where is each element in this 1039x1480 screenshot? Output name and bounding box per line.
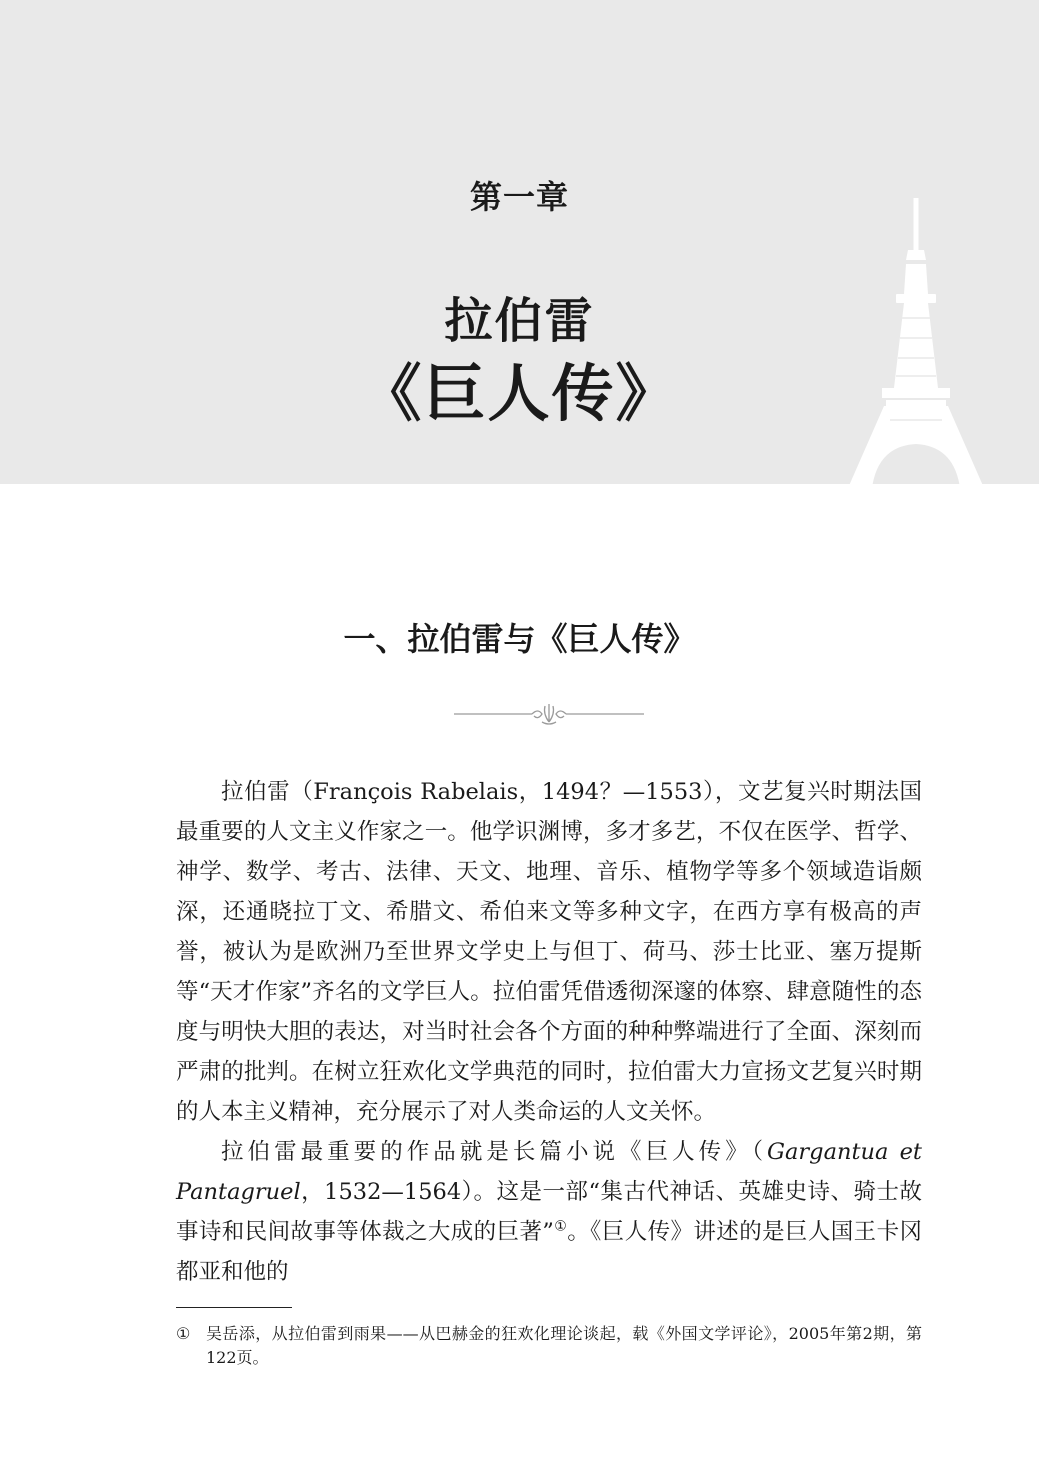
work-original-title: Gargantua et Pantagruel <box>176 1139 922 1205</box>
chapter-title-work: 《巨人传》 <box>359 357 680 430</box>
paragraph-2-text-a: 拉伯雷最重要的作品就是长篇小说《巨人传》（ <box>221 1139 768 1165</box>
fleuron-ornament-icon <box>452 700 646 728</box>
section-heading: 一、拉伯雷与《巨人传》 <box>343 620 696 658</box>
footnote-marker: ① <box>176 1324 191 1343</box>
footnote-divider <box>176 1307 292 1308</box>
footnote-reference[interactable]: ① <box>553 1218 568 1235</box>
body-text <box>176 772 922 1292</box>
footnote-text: 吴岳添，从拉伯雷到雨果——从巴赫金的狂欢化理论谈起，载《外国文学评论》，2005年第2期，第122页。 <box>206 1324 922 1367</box>
paragraph-1: 拉伯雷（François Rabelais，1494？—1553），文艺复兴时期法国最重要的人文主义作家之一。他学识渊博，多才多艺，不仅在医学、哲学、神学、数学、考古、法律、天文、地理、音乐、植物学等多个领域造诣颇深，还通晓拉丁文、希腊文、希伯来文等多种文字，在西方享有极高的声誉，被认为是欧洲乃至世界文学史上与但丁、荷马、莎士比亚、塞万提斯等“天才作家”齐名的文学巨人。拉伯雷凭借透彻深邃的体察、肆意随性的态度与明快大胆的表达，对当时社会各个方面的种种弊端进行了全面、深刻而严肃的批判。在树立狂欢化文学典范的同时，拉伯雷大力宣扬文艺复兴时期的人本主义精神，充分展示了对人类命运的人文关怀。 <box>176 779 922 1125</box>
paragraph-2 <box>176 1132 922 1292</box>
paragraph-2-text-b: ，1532—1564）。这是一部“集古代神话、英雄史诗、骑士故事诗和民间故事等体裁之大成的巨著” <box>176 1179 922 1245</box>
paragraph-2-text-c: 。《巨人传》讲述的是巨人国王卡冈都亚和他的 <box>176 1219 922 1285</box>
chapter-title-author: 拉伯雷 <box>444 293 595 349</box>
footnote <box>176 1322 922 1370</box>
chapter-header-band <box>0 0 1039 484</box>
chapter-label: 第一章 <box>469 178 569 216</box>
